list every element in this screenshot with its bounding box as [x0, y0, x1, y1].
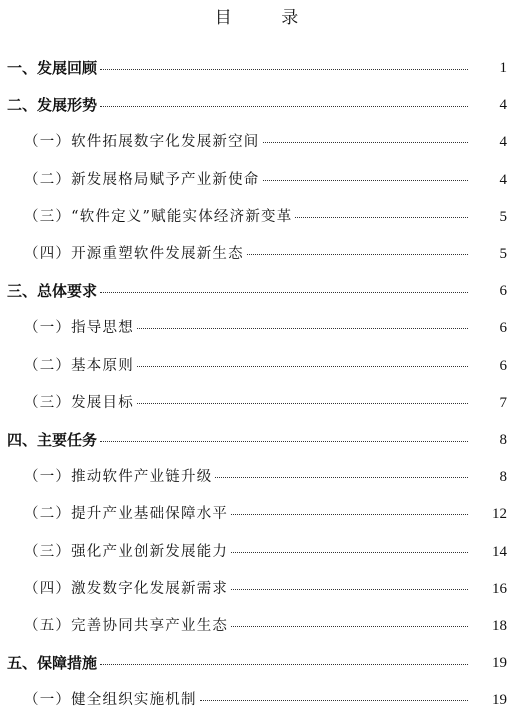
- toc-dot-leader: [215, 476, 468, 478]
- toc-section-entry[interactable]: [7, 428, 507, 452]
- toc-subsection-entry[interactable]: [24, 614, 507, 638]
- toc-dot-leader: [295, 216, 468, 218]
- toc-entry-label: （一）推动软件产业链升级: [24, 469, 213, 486]
- toc-subsection-entry[interactable]: [24, 168, 507, 192]
- toc-dot-leader: [100, 440, 468, 442]
- toc-entry-label: （二）新发展格局赋予产业新使命: [24, 171, 260, 188]
- toc-dot-leader: [137, 327, 468, 329]
- toc-subsection-entry[interactable]: [24, 242, 507, 266]
- toc-dot-leader: [231, 551, 468, 553]
- toc-page-number: 4: [499, 171, 507, 188]
- toc-page-number: 5: [499, 246, 507, 262]
- toc-dot-leader: [263, 141, 469, 143]
- toc-entry-label: （三）强化产业创新发展能力: [24, 543, 229, 560]
- toc-section-entry[interactable]: [7, 56, 507, 80]
- toc-section-entry[interactable]: [7, 279, 507, 303]
- toc-entry-label: 二、发展形势: [7, 96, 98, 115]
- toc-entry-label: 一、发展回顾: [7, 59, 98, 77]
- toc-page-number: 16: [492, 580, 507, 597]
- toc-page-number: 12: [492, 506, 507, 523]
- toc-subsection-entry[interactable]: [24, 391, 507, 415]
- toc-entry-label: （二）提升产业基础保障水平: [24, 506, 229, 523]
- toc-entry-label: （三）发展目标: [24, 394, 134, 411]
- toc-section-entry[interactable]: [7, 93, 507, 117]
- toc-page-number: 6: [499, 320, 507, 337]
- toc-page-number: 1: [499, 60, 507, 76]
- toc-page-number: 19: [492, 655, 507, 672]
- toc-dot-leader: [100, 105, 468, 107]
- toc-dot-leader: [231, 625, 468, 627]
- toc-entry-label: （三）“软件定义”赋能实体经济新变革: [24, 208, 293, 225]
- toc-dot-leader: [137, 402, 468, 404]
- toc-subsection-entry[interactable]: [24, 540, 507, 564]
- toc-subsection-entry[interactable]: [24, 465, 507, 489]
- toc-subsection-entry[interactable]: [24, 316, 507, 340]
- toc-dot-leader: [231, 513, 468, 515]
- toc-subsection-entry[interactable]: [24, 577, 507, 601]
- toc-section-entry[interactable]: [7, 651, 507, 675]
- toc-subsection-entry[interactable]: [24, 130, 507, 154]
- toc-page-number: 19: [492, 692, 507, 709]
- toc-dot-leader: [100, 291, 468, 293]
- toc-page-number: 4: [499, 97, 507, 114]
- toc-title: 目 录: [214, 8, 321, 28]
- toc-entry-label: （一）软件拓展数字化发展新空间: [24, 134, 260, 151]
- toc-entry-label: （四）开源重塑软件发展新生态: [24, 246, 244, 262]
- toc-dot-leader: [100, 663, 468, 665]
- toc-subsection-entry[interactable]: [24, 205, 507, 229]
- toc-entry-label: 三、总体要求: [7, 282, 98, 301]
- toc-page-number: 18: [492, 618, 507, 634]
- toc-page-number: 8: [499, 469, 507, 486]
- toc-subsection-entry[interactable]: [24, 688, 507, 712]
- toc-page-number: 5: [499, 208, 507, 225]
- toc-dot-leader: [137, 365, 468, 367]
- toc-page-number: 6: [499, 283, 507, 300]
- toc-page-number: 14: [492, 543, 507, 560]
- toc-page-number: 8: [499, 432, 507, 448]
- toc-entry-label: （一）指导思想: [24, 320, 134, 337]
- toc-entry-label: （二）基本原则: [24, 357, 134, 374]
- toc-dot-leader: [247, 253, 468, 255]
- toc-entry-label: （五）完善协同共享产业生态: [24, 618, 229, 634]
- toc-dot-leader: [100, 68, 468, 70]
- toc-entry-label: 四、主要任务: [7, 431, 98, 449]
- toc-entry-label: （四）激发数字化发展新需求: [24, 580, 229, 597]
- toc-page-number: 7: [499, 394, 507, 411]
- toc-entry-label: 五、保障措施: [7, 654, 98, 673]
- toc-subsection-entry[interactable]: [24, 502, 507, 526]
- toc-page-number: 6: [499, 357, 507, 374]
- toc-dot-leader: [263, 179, 469, 181]
- toc-subsection-entry[interactable]: [24, 354, 507, 378]
- toc-page-number: 4: [499, 134, 507, 151]
- toc-dot-leader: [200, 699, 468, 701]
- toc-entry-label: （一）健全组织实施机制: [24, 692, 197, 709]
- toc-dot-leader: [231, 588, 468, 590]
